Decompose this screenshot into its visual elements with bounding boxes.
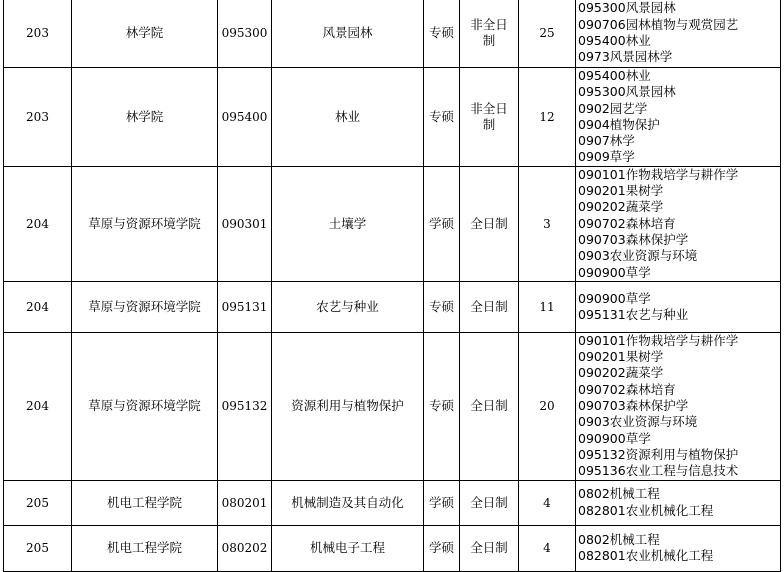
research-directions-cell <box>576 332 781 480</box>
research-direction-item: 0907林学 <box>578 133 635 149</box>
college-name-cell: 机电工程学院 <box>72 525 218 571</box>
research-directions-cell <box>576 281 781 332</box>
research-direction-item: 0802机械工程 <box>578 531 660 547</box>
degree-type-cell: 学硕 <box>424 525 460 571</box>
research-direction-item: 082801农业机械化工程 <box>578 548 714 564</box>
study-mode-line: 全日制 <box>470 298 508 314</box>
research-directions-cell <box>576 525 781 571</box>
degree-type-cell: 专硕 <box>424 281 460 332</box>
study-mode-cell <box>460 332 519 480</box>
research-direction-item: 090706园林植物与观赏园艺 <box>578 16 739 32</box>
college-code-cell: 205 <box>4 525 72 571</box>
table-row <box>4 0 781 68</box>
major-name-cell: 林业 <box>272 68 424 167</box>
degree-type-cell: 学硕 <box>424 480 460 525</box>
research-direction-item: 0902园艺学 <box>578 100 648 116</box>
college-name-cell: 林学院 <box>72 0 218 68</box>
table-row <box>4 332 781 480</box>
research-direction-item: 095400林业 <box>578 68 651 83</box>
research-direction-item: 090202蔬菜学 <box>578 199 664 215</box>
research-direction-item: 090702森林培育 <box>578 381 676 397</box>
major-name-cell: 机械制造及其自动化 <box>272 480 424 525</box>
study-mode-cell <box>460 68 519 167</box>
college-name-cell: 草原与资源环境学院 <box>72 281 218 332</box>
research-direction-item: 090900草学 <box>578 290 651 306</box>
quota-cell: 4 <box>519 480 576 525</box>
research-direction-item: 0973风景园林学 <box>578 49 673 65</box>
research-direction-item: 082801农业机械化工程 <box>578 502 714 518</box>
research-directions-cell <box>576 0 781 68</box>
study-mode-line: 全日制 <box>470 494 508 510</box>
study-mode-line: 制 <box>482 116 496 132</box>
research-directions-cell <box>576 68 781 167</box>
research-direction-item: 090900草学 <box>578 430 651 446</box>
major-code-cell: 095400 <box>218 68 272 167</box>
quota-cell: 3 <box>519 166 576 281</box>
college-name-cell: 草原与资源环境学院 <box>72 166 218 281</box>
research-direction-item: 090201果树学 <box>578 183 664 199</box>
study-mode-line: 非全日 <box>470 100 508 116</box>
degree-type-cell: 专硕 <box>424 68 460 167</box>
research-direction-item: 090101作物栽培学与耕作学 <box>578 332 739 348</box>
study-mode-line: 全日制 <box>470 215 508 231</box>
research-direction-item: 0904植物保护 <box>578 116 660 132</box>
research-direction-item: 090201果树学 <box>578 349 664 365</box>
major-name-cell: 风景园林 <box>272 0 424 68</box>
college-name-cell: 草原与资源环境学院 <box>72 332 218 480</box>
research-direction-item: 0903农业资源与环境 <box>578 248 698 264</box>
research-direction-item: 095300风景园林 <box>578 0 676 16</box>
quota-cell: 12 <box>519 68 576 167</box>
quota-cell: 11 <box>519 281 576 332</box>
major-code-cell: 095132 <box>218 332 272 480</box>
study-mode-cell <box>460 525 519 571</box>
major-name-cell: 机械电子工程 <box>272 525 424 571</box>
research-direction-item: 090703森林保护学 <box>578 231 689 247</box>
college-code-cell: 204 <box>4 281 72 332</box>
degree-type-cell: 学硕 <box>424 166 460 281</box>
research-directions-cell <box>576 166 781 281</box>
quota-cell: 20 <box>519 332 576 480</box>
research-directions-cell <box>576 480 781 525</box>
enrollment-table <box>3 0 781 572</box>
research-direction-item: 090101作物栽培学与耕作学 <box>578 166 739 182</box>
research-direction-item: 095131农艺与种业 <box>578 306 689 322</box>
major-code-cell: 080201 <box>218 480 272 525</box>
table-row <box>4 166 781 281</box>
research-direction-item: 090900草学 <box>578 264 651 280</box>
major-name-cell: 资源利用与植物保护 <box>272 332 424 480</box>
college-code-cell: 203 <box>4 68 72 167</box>
college-code-cell: 203 <box>4 0 72 68</box>
research-direction-item: 095136农业工程与信息技术 <box>578 463 739 479</box>
table-row <box>4 281 781 332</box>
major-code-cell: 090301 <box>218 166 272 281</box>
study-mode-cell <box>460 0 519 68</box>
research-direction-item: 0802机械工程 <box>578 486 660 502</box>
table-row <box>4 480 781 525</box>
quota-cell: 4 <box>519 525 576 571</box>
research-direction-item: 095132资源利用与植物保护 <box>578 446 739 462</box>
research-direction-item: 090702森林培育 <box>578 215 676 231</box>
college-code-cell: 205 <box>4 480 72 525</box>
college-code-cell: 204 <box>4 332 72 480</box>
study-mode-cell <box>460 281 519 332</box>
degree-type-cell: 专硕 <box>424 0 460 68</box>
quota-cell: 25 <box>519 0 576 68</box>
table-row <box>4 68 781 167</box>
college-code-cell: 204 <box>4 166 72 281</box>
college-name-cell: 机电工程学院 <box>72 480 218 525</box>
research-direction-item: 090703森林保护学 <box>578 398 689 414</box>
research-direction-item: 095300风景园林 <box>578 84 676 100</box>
major-code-cell: 080202 <box>218 525 272 571</box>
major-name-cell: 土壤学 <box>272 166 424 281</box>
major-code-cell: 095131 <box>218 281 272 332</box>
major-code-cell: 095300 <box>218 0 272 68</box>
research-direction-item: 090202蔬菜学 <box>578 365 664 381</box>
study-mode-line: 全日制 <box>470 540 508 556</box>
study-mode-cell <box>460 480 519 525</box>
college-name-cell: 林学院 <box>72 68 218 167</box>
research-direction-item: 0909草学 <box>578 149 635 165</box>
research-direction-item: 0903农业资源与环境 <box>578 414 698 430</box>
degree-type-cell: 专硕 <box>424 332 460 480</box>
study-mode-line: 制 <box>482 33 496 48</box>
study-mode-cell <box>460 166 519 281</box>
study-mode-line: 全日制 <box>470 398 508 414</box>
major-name-cell: 农艺与种业 <box>272 281 424 332</box>
research-direction-item: 095400林业 <box>578 33 651 48</box>
table-row <box>4 525 781 571</box>
study-mode-line: 非全日 <box>470 17 508 32</box>
